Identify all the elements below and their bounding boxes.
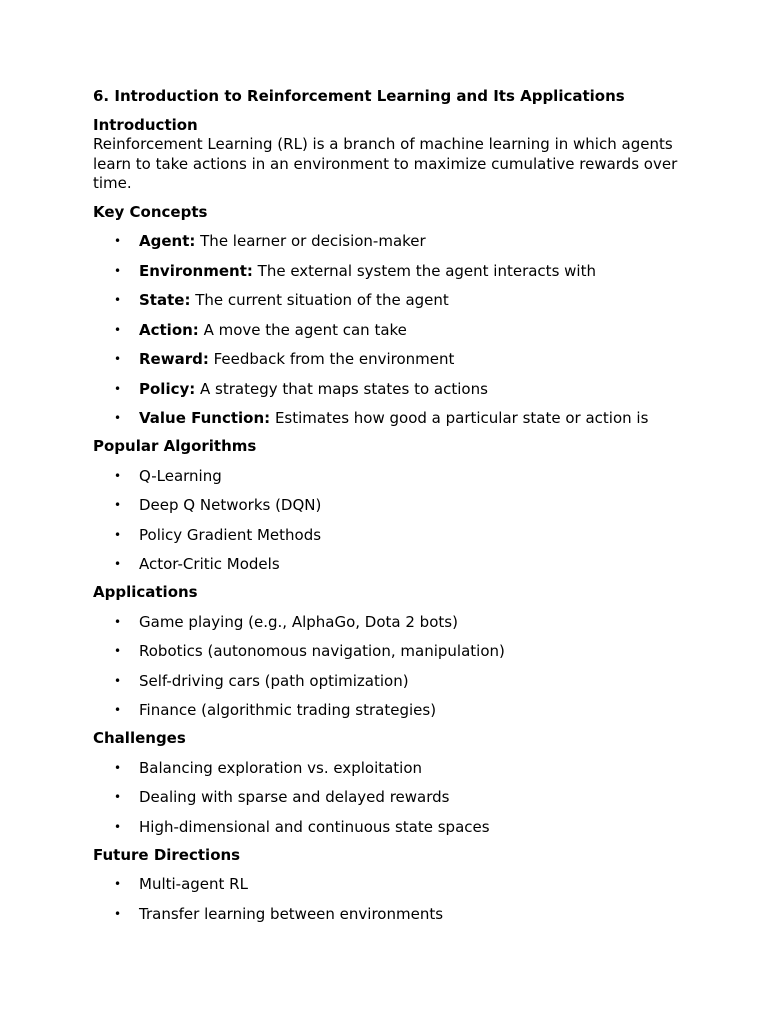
bullet-icon: • [114,703,122,717]
bullet-icon: • [114,819,122,834]
list-item [93,661,693,691]
bullet-icon: • [114,527,122,542]
list-item [93,691,693,721]
bullet-icon: • [114,411,122,425]
introduction-heading: Introduction [93,116,198,134]
introduction-paragraph: Reinforcement Learning (RL) is a branch of machine learning in which agents learn to take actions in an environment to maximize cumulative rewards over time. [93,135,678,192]
list-item [93,807,693,837]
list-item-text: Q-Learning [139,466,222,485]
term-label: State: [139,291,191,309]
bullet-icon: • [114,557,122,571]
list-item [93,748,693,778]
list-item-text: Game playing (e.g., AlphaGo, Dota 2 bots) [139,612,458,631]
list-item [93,486,693,516]
term-description: Estimates how good a particular state or action is [270,409,649,427]
term-label: Reward: [139,350,209,368]
challenges-list [93,748,693,837]
list-item-text: High-dimensional and continuous state spaces [139,817,490,836]
key-concepts-list [93,222,693,429]
list-item-text: Balancing exploration vs. exploitation [139,758,423,777]
term-label: Policy: [139,379,196,398]
bullet-icon: • [114,760,122,775]
applications-list [93,602,693,720]
bullet-icon: • [114,673,122,688]
list-item [93,281,693,311]
list-item [93,894,693,924]
list-item [93,251,693,281]
term-label: Environment: [139,261,253,280]
term-label: Action: [139,320,199,339]
list-item-text: Multi-agent RL [139,875,248,893]
list-item [93,222,693,252]
list-item [93,310,693,340]
bullet-icon: • [114,263,122,278]
list-item [93,865,693,895]
list-item-text: Transfer learning between environments [139,904,444,923]
bullet-icon: • [114,293,122,307]
list-item-text: Actor-Critic Models [139,555,280,573]
list-item [93,602,693,632]
term-description: A strategy that maps states to actions [195,379,488,398]
bullet-icon: • [114,498,122,512]
page-title: 6. Introduction to Reinforcement Learning and Its Applications [93,87,625,105]
term-description: A move the agent can take [198,320,407,339]
list-item-text: Robotics (autonomous navigation, manipulation) [139,642,505,660]
future-directions-list [93,865,693,924]
list-item [93,399,693,429]
list-item [93,778,693,808]
term-label: Value Function: [139,409,271,427]
bullet-icon: • [114,877,122,891]
key-concepts-heading: Key Concepts [93,202,208,221]
applications-heading: Applications [93,583,198,601]
list-item [93,515,693,545]
popular-algorithms-heading: Popular Algorithms [93,437,257,455]
list-item-text: Finance (algorithmic trading strategies) [139,701,437,719]
list-item-text: Self-driving cars (path optimization) [139,671,409,690]
list-item [93,456,693,486]
bullet-icon: • [114,790,122,804]
term-description: The current situation of the agent [190,291,449,309]
list-item [93,632,693,662]
bullet-icon: • [114,468,122,483]
bullet-icon: • [114,322,122,337]
bullet-icon: • [114,234,122,248]
document-page [93,87,693,924]
challenges-heading: Challenges [93,729,186,747]
list-item-text: Dealing with sparse and delayed rewards [139,788,450,806]
list-item [93,340,693,370]
list-item [93,545,693,575]
bullet-icon: • [114,381,122,396]
future-directions-heading: Future Directions [93,845,241,864]
bullet-icon: • [114,644,122,658]
list-item-text: Policy Gradient Methods [139,525,322,544]
term-description: The external system the agent interacts with [252,261,596,280]
bullet-icon: • [114,614,122,629]
popular-algorithms-list [93,456,693,574]
list-item-text: Deep Q Networks (DQN) [139,496,322,514]
term-description: Feedback from the environment [208,350,455,368]
list-item [93,369,693,399]
bullet-icon: • [114,352,122,366]
term-label: Agent: [139,232,196,250]
term-description: The learner or decision-maker [195,232,426,250]
bullet-icon: • [114,906,122,921]
